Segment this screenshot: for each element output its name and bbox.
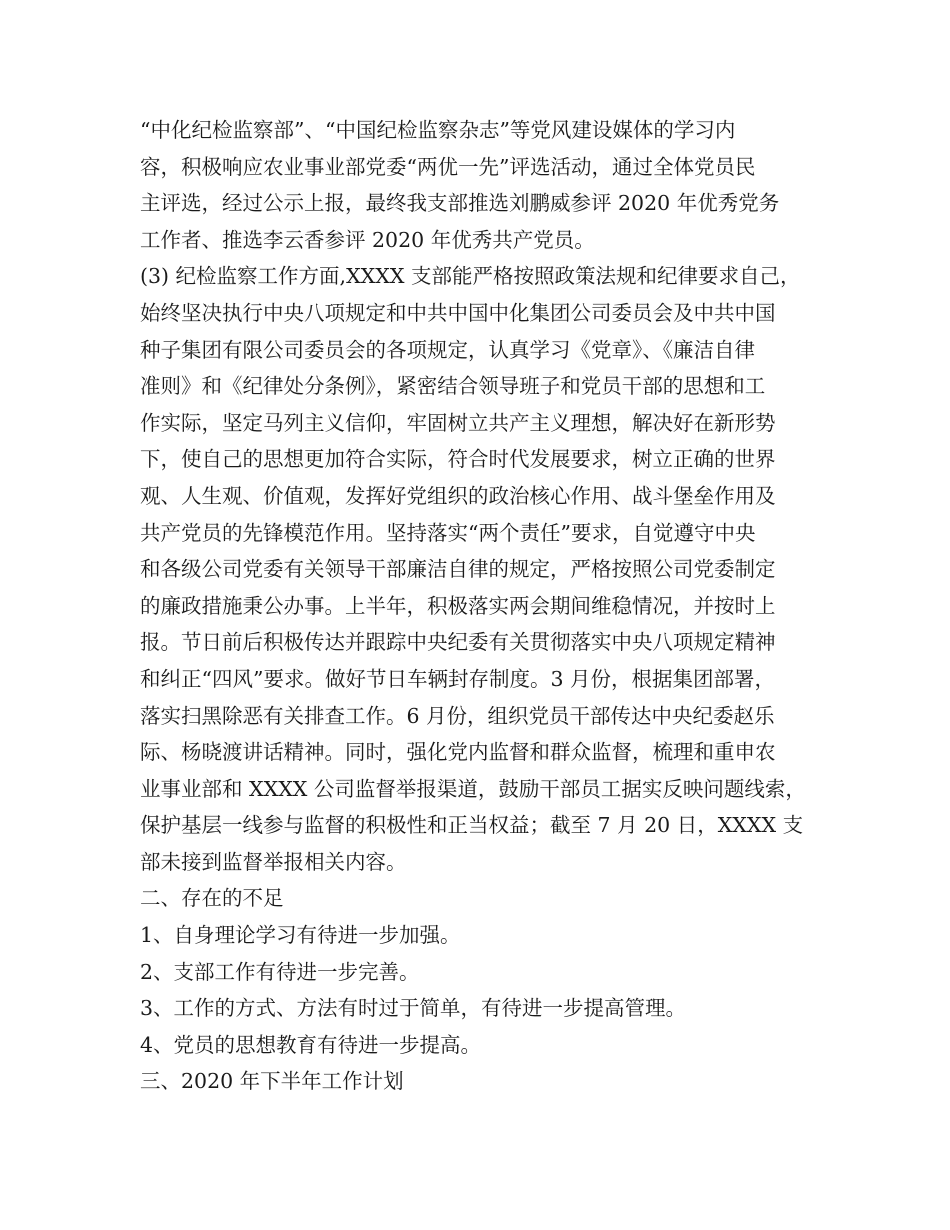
text-line: 际、杨晓渡讲话精神。同时，强化党内监督和群众监督，梳理和重申农 — [140, 740, 776, 765]
text-line: 准则》和《纪律处分条例》，紧密结合领导班子和党员干部的思想和工 — [140, 374, 766, 399]
text-line: 业事业部和 XXXX 公司监督举报渠道，鼓励干部员工据实反映问题线索， — [140, 776, 806, 801]
text-line: “中化纪检监察部”、“中国纪检监察杂志”等党风建设媒体的学习内 — [140, 118, 736, 142]
text-line: 落实扫黑除恶有关排查工作。6 月份，组织党员干部传达中央纪委赵乐 — [140, 703, 775, 728]
text-line: 的廉政措施秉公办事。上半年，积极落实两会期间维稳情况，并按时上 — [140, 593, 776, 618]
section-heading: 三、2020 年下半年工作计划 — [140, 1069, 404, 1094]
list-item: 2、支部工作有待进一步完善。 — [140, 959, 420, 984]
list-item: 4、党员的思想教育有待进一步提高。 — [140, 1032, 482, 1057]
list-item: 1、自身理论学习有待进一步加强。 — [140, 923, 461, 948]
text-line: 主评选，经过公示上报，最终我支部推选刘鹏威参评 2020 年优秀党务 — [140, 191, 780, 216]
text-line: 作实际，坚定马列主义信仰，牢固树立共产主义理想，解决好在新形势 — [140, 410, 776, 435]
text-line: 和各级公司党委有关领导干部廉洁自律的规定，严格按照公司党委制定 — [140, 557, 776, 582]
text-line: 下，使自己的思想更加符合实际，符合时代发展要求，树立正确的世界 — [140, 447, 776, 472]
text-line: 报。节日前后积极传达并跟踪中央纪委有关贯彻落实中央八项规定精神 — [140, 630, 776, 655]
text-line: 保护基层一线参与监督的积极性和正当权益；截至 7 月 20 日，XXXX 支 — [140, 813, 804, 838]
text-line: 容，积极响应农业事业部党委“两优一先”评选活动，通过全体党员民 — [140, 154, 756, 179]
text-line: 部未接到监督举报相关内容。 — [140, 849, 407, 874]
body-text — [140, 112, 830, 1100]
text-line: 共产党员的先锋模范作用。坚持落实“两个责任”要求，自觉遵守中央 — [140, 520, 756, 545]
text-line: 始终坚决执行中央八项规定和中共中国中化集团公司委员会及中共中国 — [140, 300, 776, 325]
text-line: 种子集团有限公司委员会的各项规定，认真学习《党章》、《廉洁自律 — [140, 337, 755, 362]
text-line: 观、人生观、价值观，发挥好党组织的政治核心作用、战斗堡垒作用及 — [140, 483, 776, 508]
section-heading: 二、存在的不足 — [140, 886, 284, 911]
text-line: (3) 纪检监察工作方面,XXXX 支部能严格按照政策法规和纪律要求自己， — [140, 264, 801, 289]
text-line: 和纠正“四风”要求。做好节日车辆封存制度。3 月份，根据集团部署， — [140, 666, 776, 691]
list-item: 3、工作的方式、方法有时过于简单，有待进一步提高管理。 — [140, 996, 687, 1021]
text-line: 工作者、推选李云香参评 2020 年优秀共产党员。 — [140, 227, 595, 252]
